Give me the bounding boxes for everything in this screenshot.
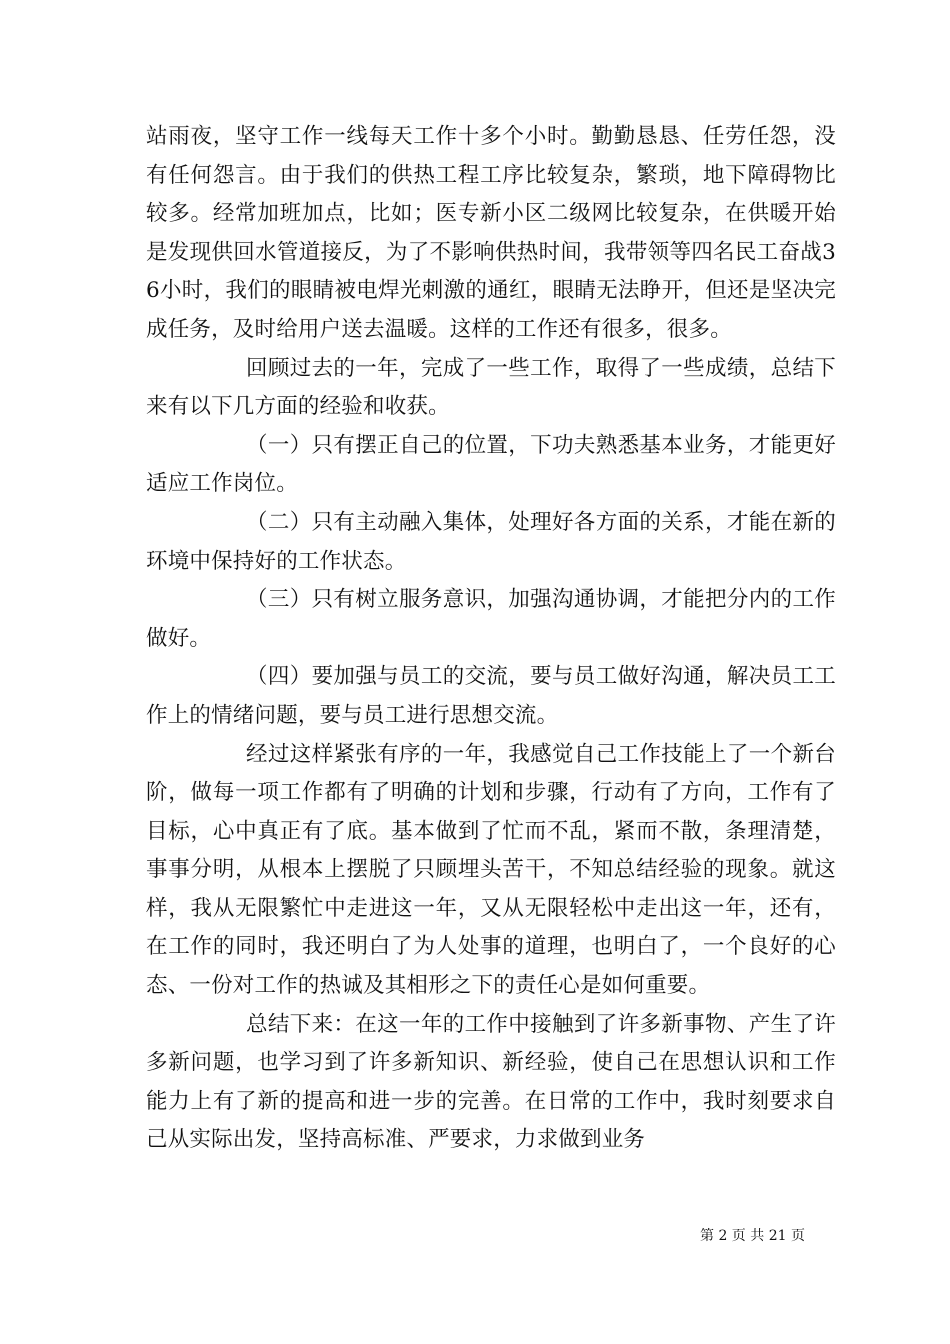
page-number-footer: 第 2 页 共 21 页 [700, 1228, 805, 1244]
document-body [146, 118, 836, 1160]
list-item-three: （三）只有树立服务意识，加强沟通协调，才能把分内的工作做好。 [146, 587, 836, 651]
list-item-two: （二）只有主动融入集体，处理好各方面的关系，才能在新的环境中保持好的工作状态。 [146, 509, 836, 574]
list-item-four: （四）要加强与员工的交流，要与员工做好沟通，解决员工工作上的情绪问题，要与员工进行思想交流。 [146, 664, 836, 728]
paragraph-summary: 总结下来：在这一年的工作中接触到了许多新事物、产生了许多新问题，也学习到了许多新知识、新经验，使自己在思想认识和工作能力上有了新的提高和进一步的完善。在日常的工作中，我时刻要求自己从实际出发，坚持高标准、严要求，力求做到业务 [146, 1011, 836, 1153]
paragraph-reflection: 经过这样紧张有序的一年，我感觉自己工作技能上了一个新台阶，做每一项工作都有了明确的计划和步骤，行动有了方向，工作有了目标，心中真正有了底。基本做到了忙而不乱，紧而不散，条理清楚，事事分明，从根本上摆脱了只顾埋头苦干，不知总结经验的现象。就这样，我从无限繁忙中走进这一年，又从无限轻松中走出这一年，还有，在工作的同时，我还明白了为人处事的道理，也明白了，一个良好的心态、一份对工作的热诚及其相形之下的责任心是如何重要。 [146, 741, 836, 999]
paragraph-continuation: 站雨夜，坚守工作一线每天工作十多个小时。勤勤恳恳、任劳任怨，没有任何怨言。由于我们的供热工程工序比较复杂，繁琐，地下障碍物比较多。经常加班加点，比如；医专新小区二级网比较复杂，在供暖开始是发现供回水管道接反，为了不影响供热时间，我带领等四名民工奋战36小时，我们的眼睛被电焊光刺激的通红，眼睛无法睁开，但还是坚决完成任务，及时给用户送去温暖。这样的工作还有很多，很多。 [146, 124, 836, 342]
list-item-one: （一）只有摆正自己的位置，下功夫熟悉基本业务，才能更好适应工作岗位。 [146, 432, 836, 497]
paragraph-review: 回顾过去的一年，完成了一些工作，取得了一些成绩，总结下来有以下几方面的经验和收获。 [146, 355, 836, 420]
